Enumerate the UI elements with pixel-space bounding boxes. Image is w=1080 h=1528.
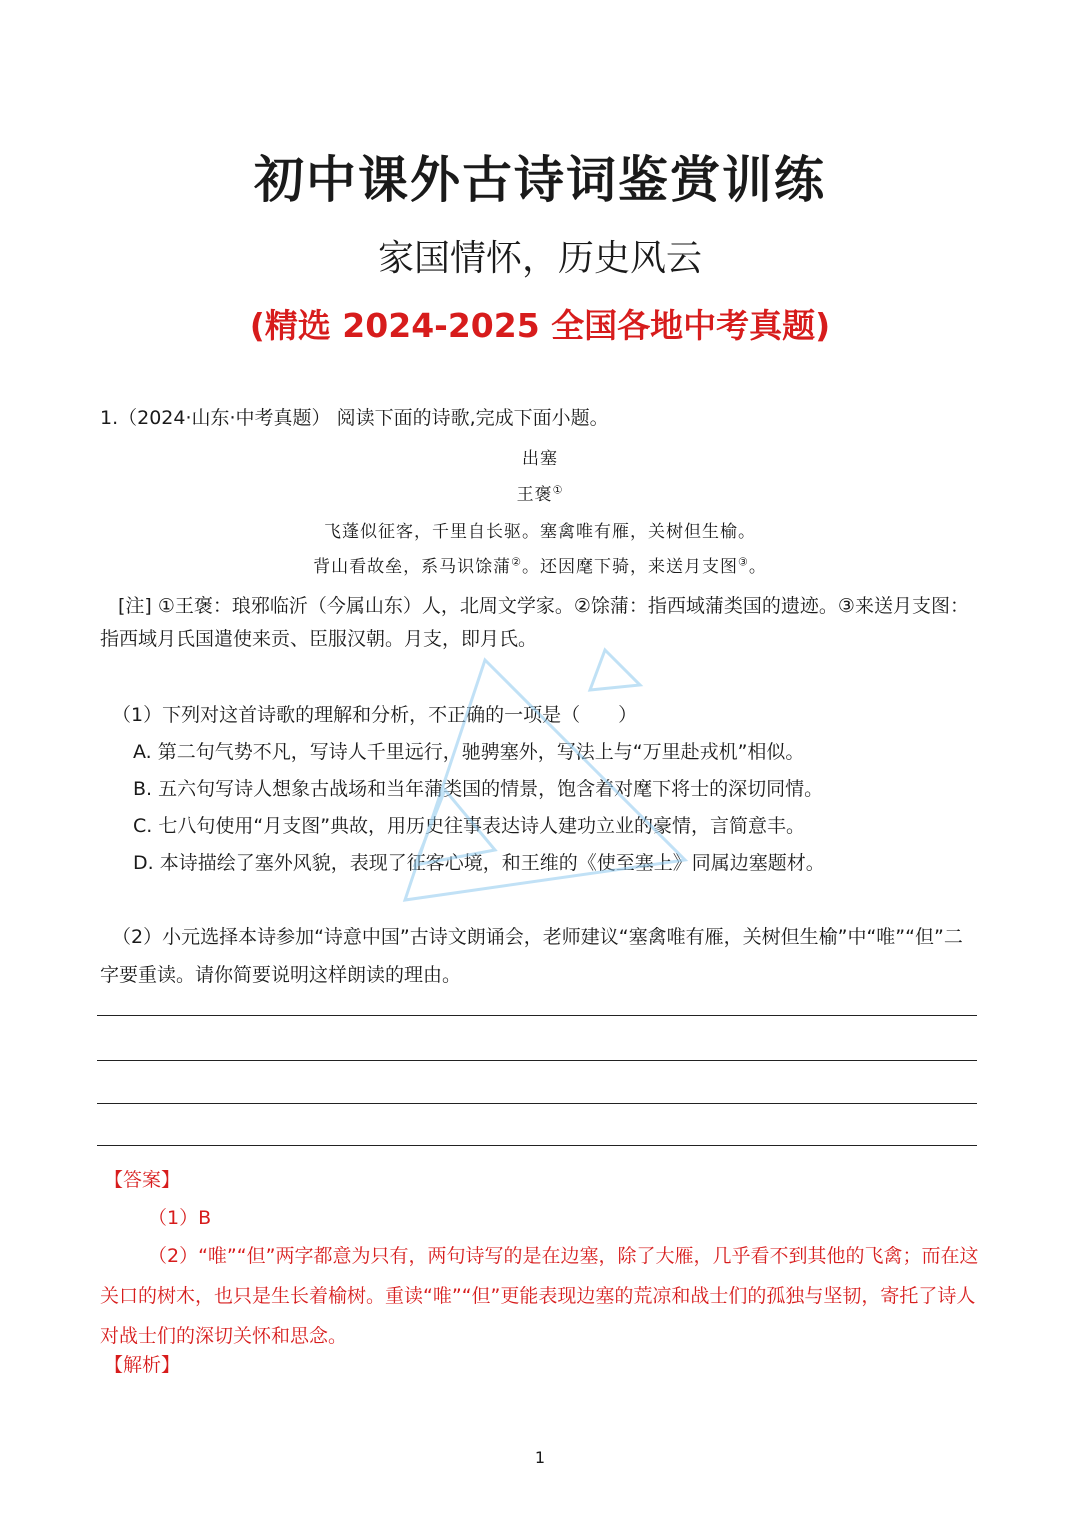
answer-line-2 — [97, 1060, 977, 1061]
option-a: A. 第二句气势不凡，写诗人千里远行，驰骋塞外，写法上与“万里赴戎机”相似。 — [133, 741, 805, 763]
poem-line-2-part-a: 背山看故垒，系马识馀蒲 — [313, 557, 512, 577]
page-number: 1 — [534, 1448, 546, 1467]
answer-2: （2）“唯”“但”两字都意为只有，两句诗写的是在边塞，除了大雁，几乎看不到其他的飞禽；而在这关口的树木，也只是生长着榆树。重读“唯”“但”更能表现边塞的荒凉和战士们的孤独与坚韧，寄托了诗人对战士们的深切关怀和思念。 — [100, 1245, 979, 1347]
poem-author-line — [0, 480, 1080, 505]
poem-note-mark-3: ③ — [738, 555, 749, 569]
poem-title: 出塞 — [522, 449, 558, 469]
sub-question-2: （2）小元选择本诗参加“诗意中国”古诗文朗诵会，老师建议“塞禽唯有雁，关树但生榆”中“唯”“但”二字要重读。请你简要说明这样朗读的理由。 — [100, 926, 963, 986]
poem-line-2 — [0, 552, 1080, 577]
sub-question-1: （1）下列对这首诗歌的理解和分析，不正确的一项是（ ） — [112, 704, 638, 726]
poem-author-note-mark: ① — [552, 483, 564, 497]
page-title: 初中课外古诗词鉴赏训练 — [254, 151, 826, 209]
answer-line-4 — [97, 1145, 977, 1146]
option-c: C. 七八句使用“月支图”典故，用历史往事表达诗人建功立业的豪情，言简意丰。 — [133, 815, 806, 837]
poem-annotation: [注] ①王褒：琅邪临沂（今属山东）人，北周文学家。②馀蒲：指西域蒲类国的遗迹。③来送月支图：指西域月氏国遣使来贡、臣服汉朝。月支，即月氏。 — [100, 595, 969, 650]
watermark-triangle-small — [590, 650, 640, 690]
poem-line-1: 飞蓬似征客，千里自长驱。塞禽唯有雁，关树但生榆。 — [324, 522, 756, 542]
poem-author: 王褒 — [516, 485, 553, 505]
poem-note-mark-2: ② — [511, 555, 522, 569]
answer-line-1 — [97, 1015, 977, 1016]
page-subtitle: 家国情怀，历史风云 — [377, 238, 702, 279]
option-b: B. 五六句写诗人想象古战场和当年蒲类国的情景，饱含着对麾下将士的深切同情。 — [133, 778, 824, 800]
answer-1: （1）B — [148, 1207, 212, 1229]
poem-line-2-part-b: 。还因麾下骑，来送月支图 — [522, 557, 738, 577]
option-d: D. 本诗描绘了塞外风貌，表现了征客心境，和王维的《使至塞上》同属边塞题材。 — [133, 852, 825, 874]
poem-line-2-part-c: 。 — [748, 557, 767, 577]
page-tagline: (精选 2024-2025 全国各地中考真题) — [249, 306, 831, 345]
analysis-label: 【解析】 — [104, 1354, 181, 1376]
answer-label: 【答案】 — [104, 1169, 181, 1191]
question-heading: 1.（2024·山东·中考真题） 阅读下面的诗歌,完成下面小题。 — [100, 407, 609, 429]
answer-line-3 — [97, 1103, 977, 1104]
